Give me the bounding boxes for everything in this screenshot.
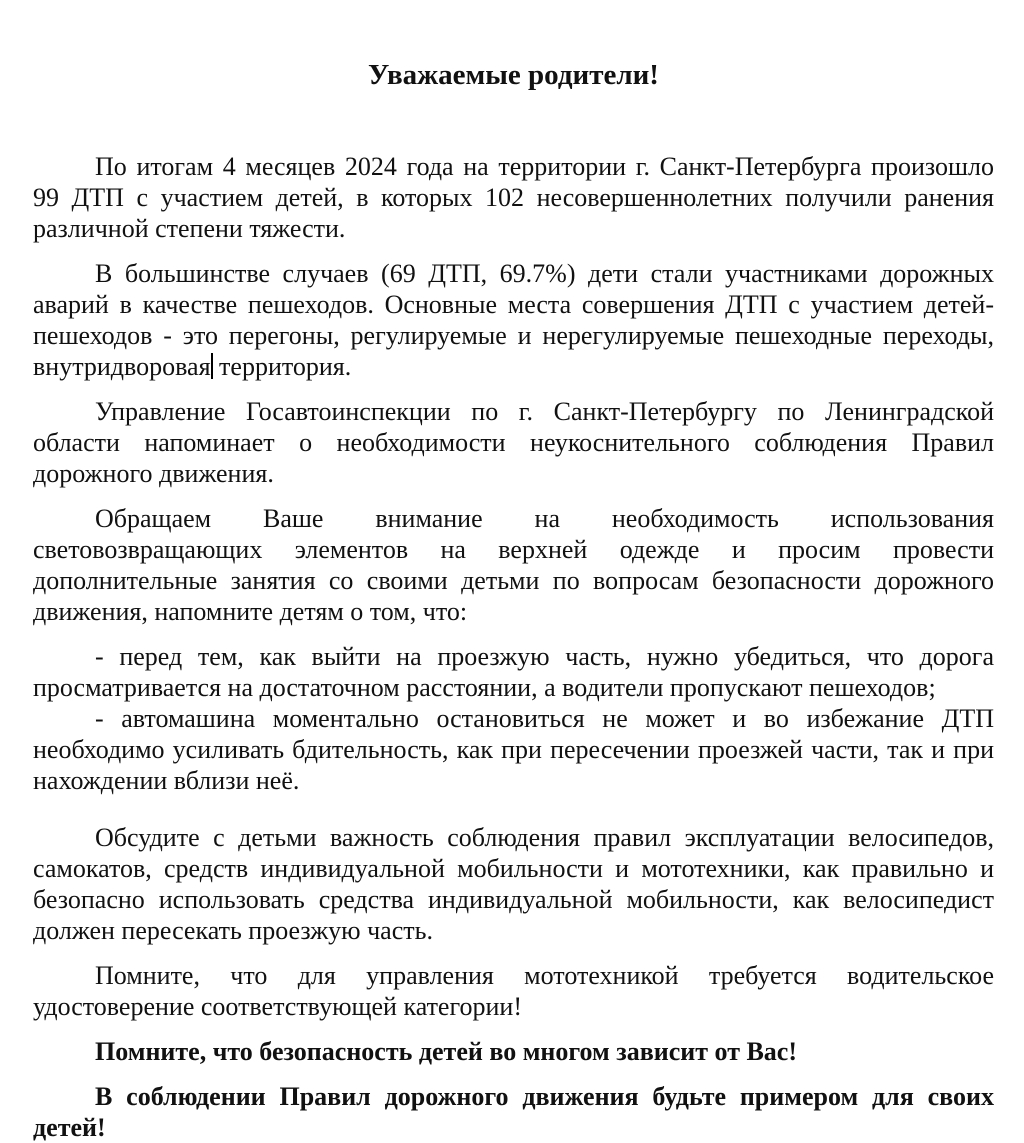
paragraph-pedestrian-accidents[interactable] (33, 258, 994, 382)
document-title[interactable] (33, 56, 994, 94)
document-title-text: Уважаемые родители! (368, 59, 659, 91)
rule-item-vehicle-stopping[interactable]: - автомашина моментально остановиться не может и во избежание ДТП необходимо усиливать бдительность, как при пересечении проезжей части, так и при нахождении вблизи неё. (33, 704, 994, 795)
paragraph-intro-statistics[interactable]: По итогам 4 месяцев 2024 года на территории г. Санкт-Петербурга произошло 99 ДТП с участием детей, в которых 102 несовершеннолетних получили ранения различной степени тяжести. (33, 152, 994, 243)
rule-item-crossing[interactable]: - перед тем, как выйти на проезжую часть, нужно убедиться, что дорога просматривается на достаточном расстоянии, а водители пропускают пешеходов; (33, 642, 994, 702)
paragraph-pedestrian-text-before-caret[interactable]: В большинстве случаев (69 ДТП, 69.7%) дети стали участниками дорожных аварий в качестве пешеходов. Основные места совершения ДТП с участием детей-пешеходов - это перегоны, регулируемые и нерегулируемые пешеходные переходы, внутридворовая (33, 259, 994, 381)
paragraph-bold-safety-reminder[interactable]: Помните, что безопасность детей во многом зависит от Вас! (95, 1037, 797, 1066)
paragraph-bold-be-example[interactable]: В соблюдении Правил дорожного движения будьте примером для своих детей! (33, 1082, 994, 1142)
paragraph-gibdd-reminder[interactable]: Управление Госавтоинспекции по г. Санкт-Петербургу по Ленинградской области напоминает о необходимости неукоснительного соблюдения Правил дорожного движения. (33, 397, 994, 488)
paragraph-discuss-vehicles[interactable]: Обсудите с детьми важность соблюдения правил эксплуатации велосипедов, самокатов, средств индивидуальной мобильности и мототехники, как правильно и безопасно использовать средства индивидуальной мобильности, как велосипедист должен пересекать проезжую часть. (33, 823, 994, 945)
paragraph-pedestrian-text-after-caret[interactable]: территория. (212, 352, 352, 381)
paragraph-license-note[interactable]: Помните, что для управления мототехникой требуется водительское удостоверение соответствующей категории! (33, 961, 994, 1021)
rules-list (33, 641, 994, 796)
paragraph-attention-request[interactable]: Обращаем Ваше внимание на необходимость использования световозвращающих элементов на верхней одежде и просим провести дополнительные занятия со своими детьми по вопросам безопасности дорожного движения, напомните детям о том, что: (33, 504, 994, 626)
